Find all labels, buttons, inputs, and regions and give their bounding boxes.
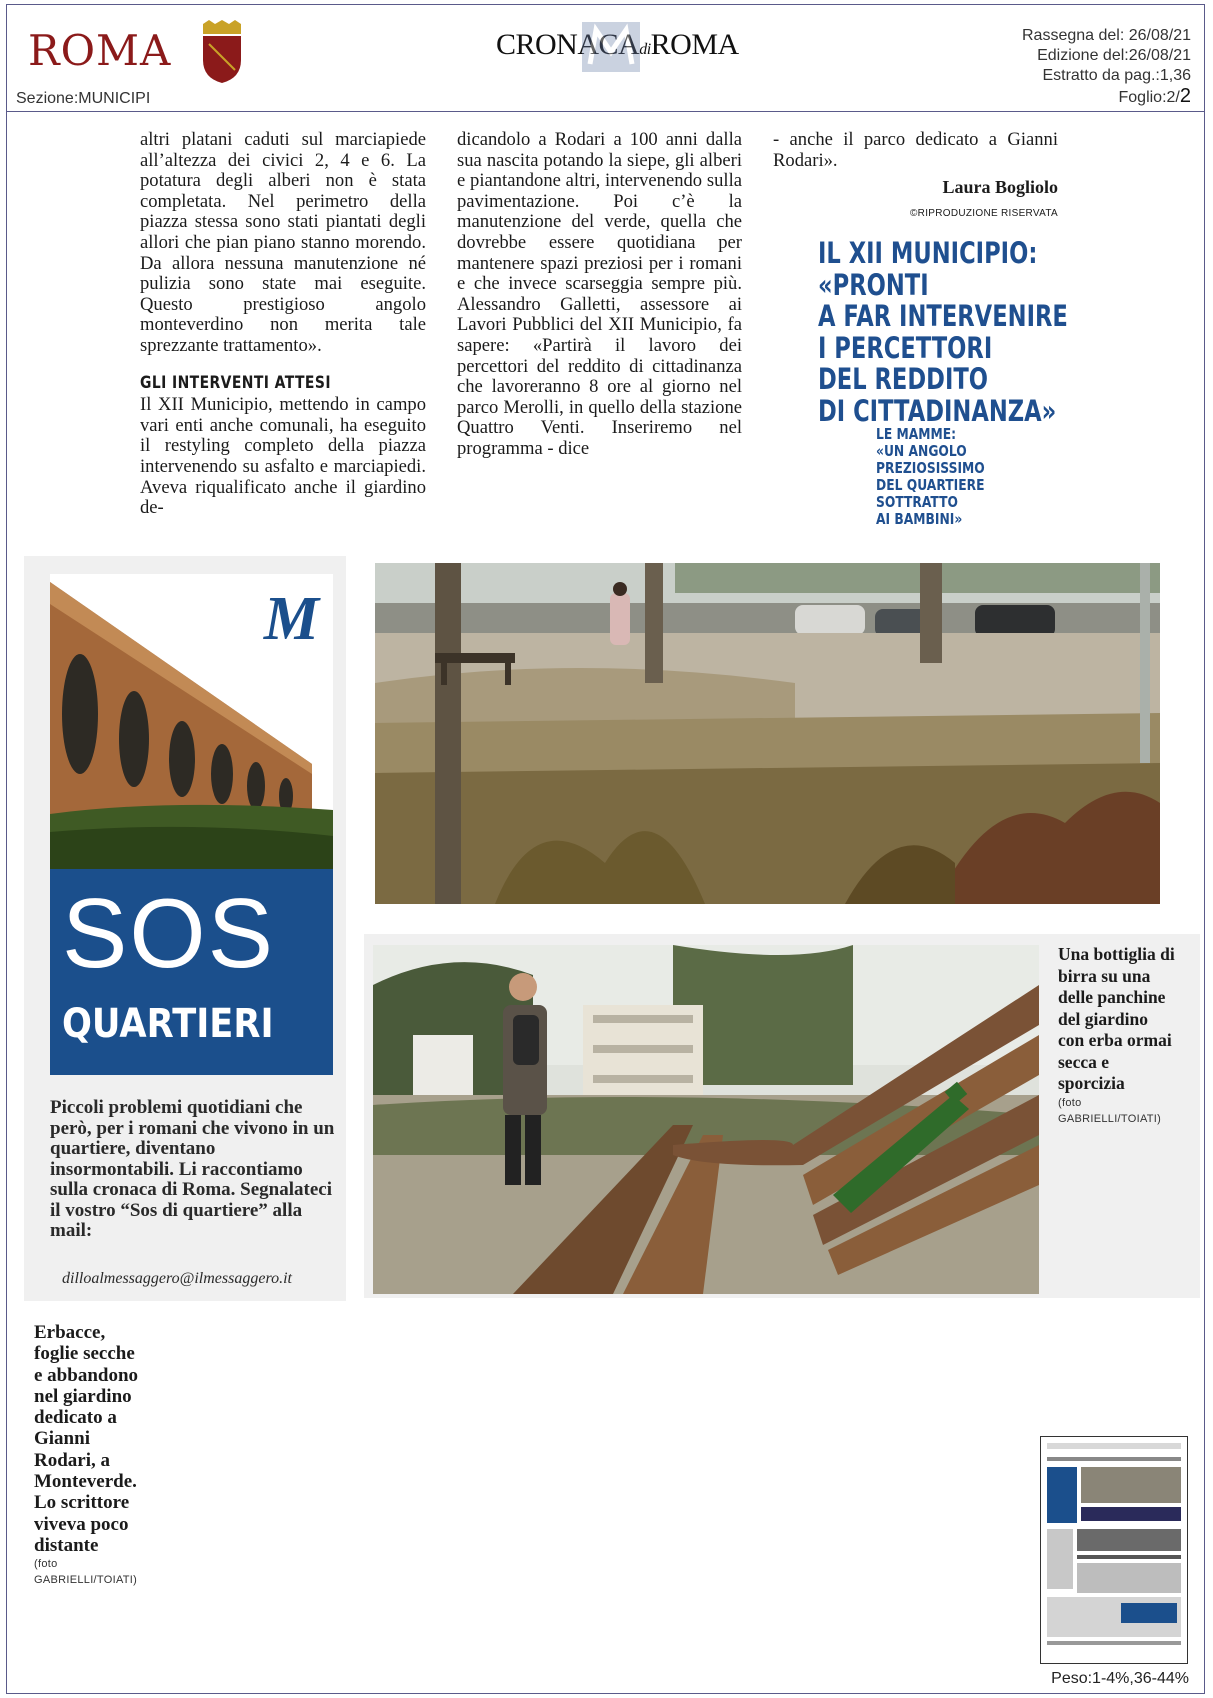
page-thumbnail-illustration	[1041, 1437, 1187, 1663]
column-1-paragraph-2: Il XII Municipio, mettendo in campo vari enti anche comunali, ha eseguito il restyling completo della piazza intervenendo su asfalto e marciapiedi. Aveva riqualificato anche il giardino de-	[140, 394, 426, 519]
cronaca-title-di: di	[639, 41, 651, 58]
aqueduct-image	[50, 574, 333, 869]
photo2-credit-b: GABRIELLI/TOIATI)	[1058, 1112, 1162, 1125]
sos-word: SOS	[62, 878, 275, 988]
photo2-credit-a: (foto	[1058, 1096, 1082, 1109]
photo-garden	[375, 563, 1160, 904]
masthead-roma: ROMA	[28, 26, 172, 75]
cronaca-title-b: ROMA	[650, 28, 739, 61]
pull-quote-line: A FAR INTERVENIRE	[818, 299, 1068, 333]
pull-quote	[818, 236, 1078, 528]
column-1-paragraph-1: altri platani caduti sul marciapiede all’altezza dei civici 2, 4 e 6. La potatura degli alberi non è stata completata. Nel perimetro della piazza stessa sono stati piantati degli allori che pian piano stanno morendo. Da allora nessuna manutenzione né pulizia sono state mai eseguite. Questo prestigioso angolo monteverdino non merita tale sprezzante trattamento».	[140, 129, 426, 356]
page-thumbnail	[1040, 1436, 1188, 1664]
column-3-text: - anche il parco dedicato a Gianni Rodari».	[773, 129, 1058, 171]
edition-meta	[1022, 26, 1191, 108]
estratto-pages: Estratto da pag.:1,36	[1042, 67, 1191, 84]
pull-quote-sub	[876, 426, 985, 528]
column-2-text: dicandolo a Rodari a 100 anni dalla sua nascita potando la siepe, gli alberi e piantandone altri, intervenendo sulla pavimentazione. Poi c’è la manutenzione del verde, quella che dovrebbe essere quotidiana per mantenere spazi preziosi per i romani e che invece scarseggia sempre più. Alessandro Galletti, assessore ai Lavori Pubblici del XII Municipio, fa sapere: «Partirà il lavoro dei percettori del reddito di cittadinanza che lavoreranno 8 ore al giorno nel parco Merolli, in quello della stazione Quattro Venti. Inseriremo nel programma - dice	[457, 129, 742, 459]
copyright-notice: ©RIPRODUZIONE RISERVATA	[910, 207, 1058, 219]
pull-quote-sub-line: DEL QUARTIERE	[876, 476, 985, 494]
garden-photo-illustration	[375, 563, 1160, 904]
edizione-date: Edizione del:26/08/21	[1037, 47, 1191, 64]
subhead: GLI INTERVENTI ATTESI	[140, 372, 331, 393]
article-column-2	[457, 130, 742, 460]
cronaca-title-a: CRONACA	[496, 28, 640, 61]
photo1-credit-b: GABRIELLI/TOIATI)	[34, 1574, 138, 1587]
photo2-caption	[1058, 944, 1178, 1127]
pull-quote-sub-line: «UN ANGOLO	[876, 442, 967, 460]
sos-email: dilloalmessaggero@ilmessaggero.it	[62, 1270, 292, 1287]
photo1-credit	[34, 1556, 144, 1588]
page-header	[6, 4, 1205, 112]
photo1-caption	[34, 1322, 144, 1588]
foglio-count	[1022, 86, 1191, 108]
bench-photo-illustration	[373, 945, 1039, 1294]
article-column-3	[773, 130, 1058, 224]
photo1-caption-text: Erbacce, foglie secche e abbandono nel giardino dedicato a Gianni Rodari, a Monteverde. Lo scrittore viveva poco distante	[34, 1322, 139, 1556]
pull-quote-line: «PRONTI	[818, 267, 929, 302]
pull-quote-line: I PERCETTORI	[818, 330, 993, 365]
peso-label: Peso:1-4%,36-44%	[1051, 1670, 1189, 1687]
photo-bench-bottle	[373, 945, 1039, 1294]
foglio-number: 2	[1179, 85, 1191, 107]
messaggero-logo: M	[263, 585, 319, 653]
photo2-caption-text: Una bottiglia di birra su una delle panchine del giardino con erba ormai secca e sporcizia	[1058, 944, 1175, 1093]
pull-quote-line: IL XII MUNICIPIO:	[818, 236, 1038, 270]
pull-quote-line: DI CITTADINANZA»	[818, 393, 1057, 428]
pull-quote-sub-line: PREZIOSISSIMO	[876, 459, 985, 477]
roma-crest-icon	[197, 20, 247, 84]
sezione-label: Sezione:MUNICIPI	[16, 90, 151, 107]
foglio-prefix: Foglio:2/	[1118, 89, 1180, 106]
article-column-1	[140, 130, 426, 519]
author-byline: Laura Bogliolo	[942, 177, 1058, 198]
photo2-credit	[1058, 1095, 1178, 1127]
sos-quartieri: QUARTIERI	[62, 1001, 274, 1047]
pull-quote-sub-line: SOTTRATTO	[876, 493, 958, 511]
pull-quote-sub-line: LE MAMME:	[876, 425, 957, 443]
pull-quote-sub-line: AI BAMBINI»	[876, 510, 963, 528]
photo1-credit-a: (foto	[34, 1558, 58, 1571]
rassegna-date: Rassegna del: 26/08/21	[1021, 27, 1191, 44]
sos-description: Piccoli problemi quotidiani che però, per i romani che vivono in un quartiere, diventano insormontabili. Li raccontiamo sulla cronaca di Roma. Segnalateci il vostro “Sos di quartiere” alla mail:	[50, 1097, 335, 1241]
messaggero-m-icon	[582, 22, 640, 72]
pull-quote-line: DEL REDDITO	[818, 362, 989, 396]
sos-banner	[50, 869, 333, 1075]
